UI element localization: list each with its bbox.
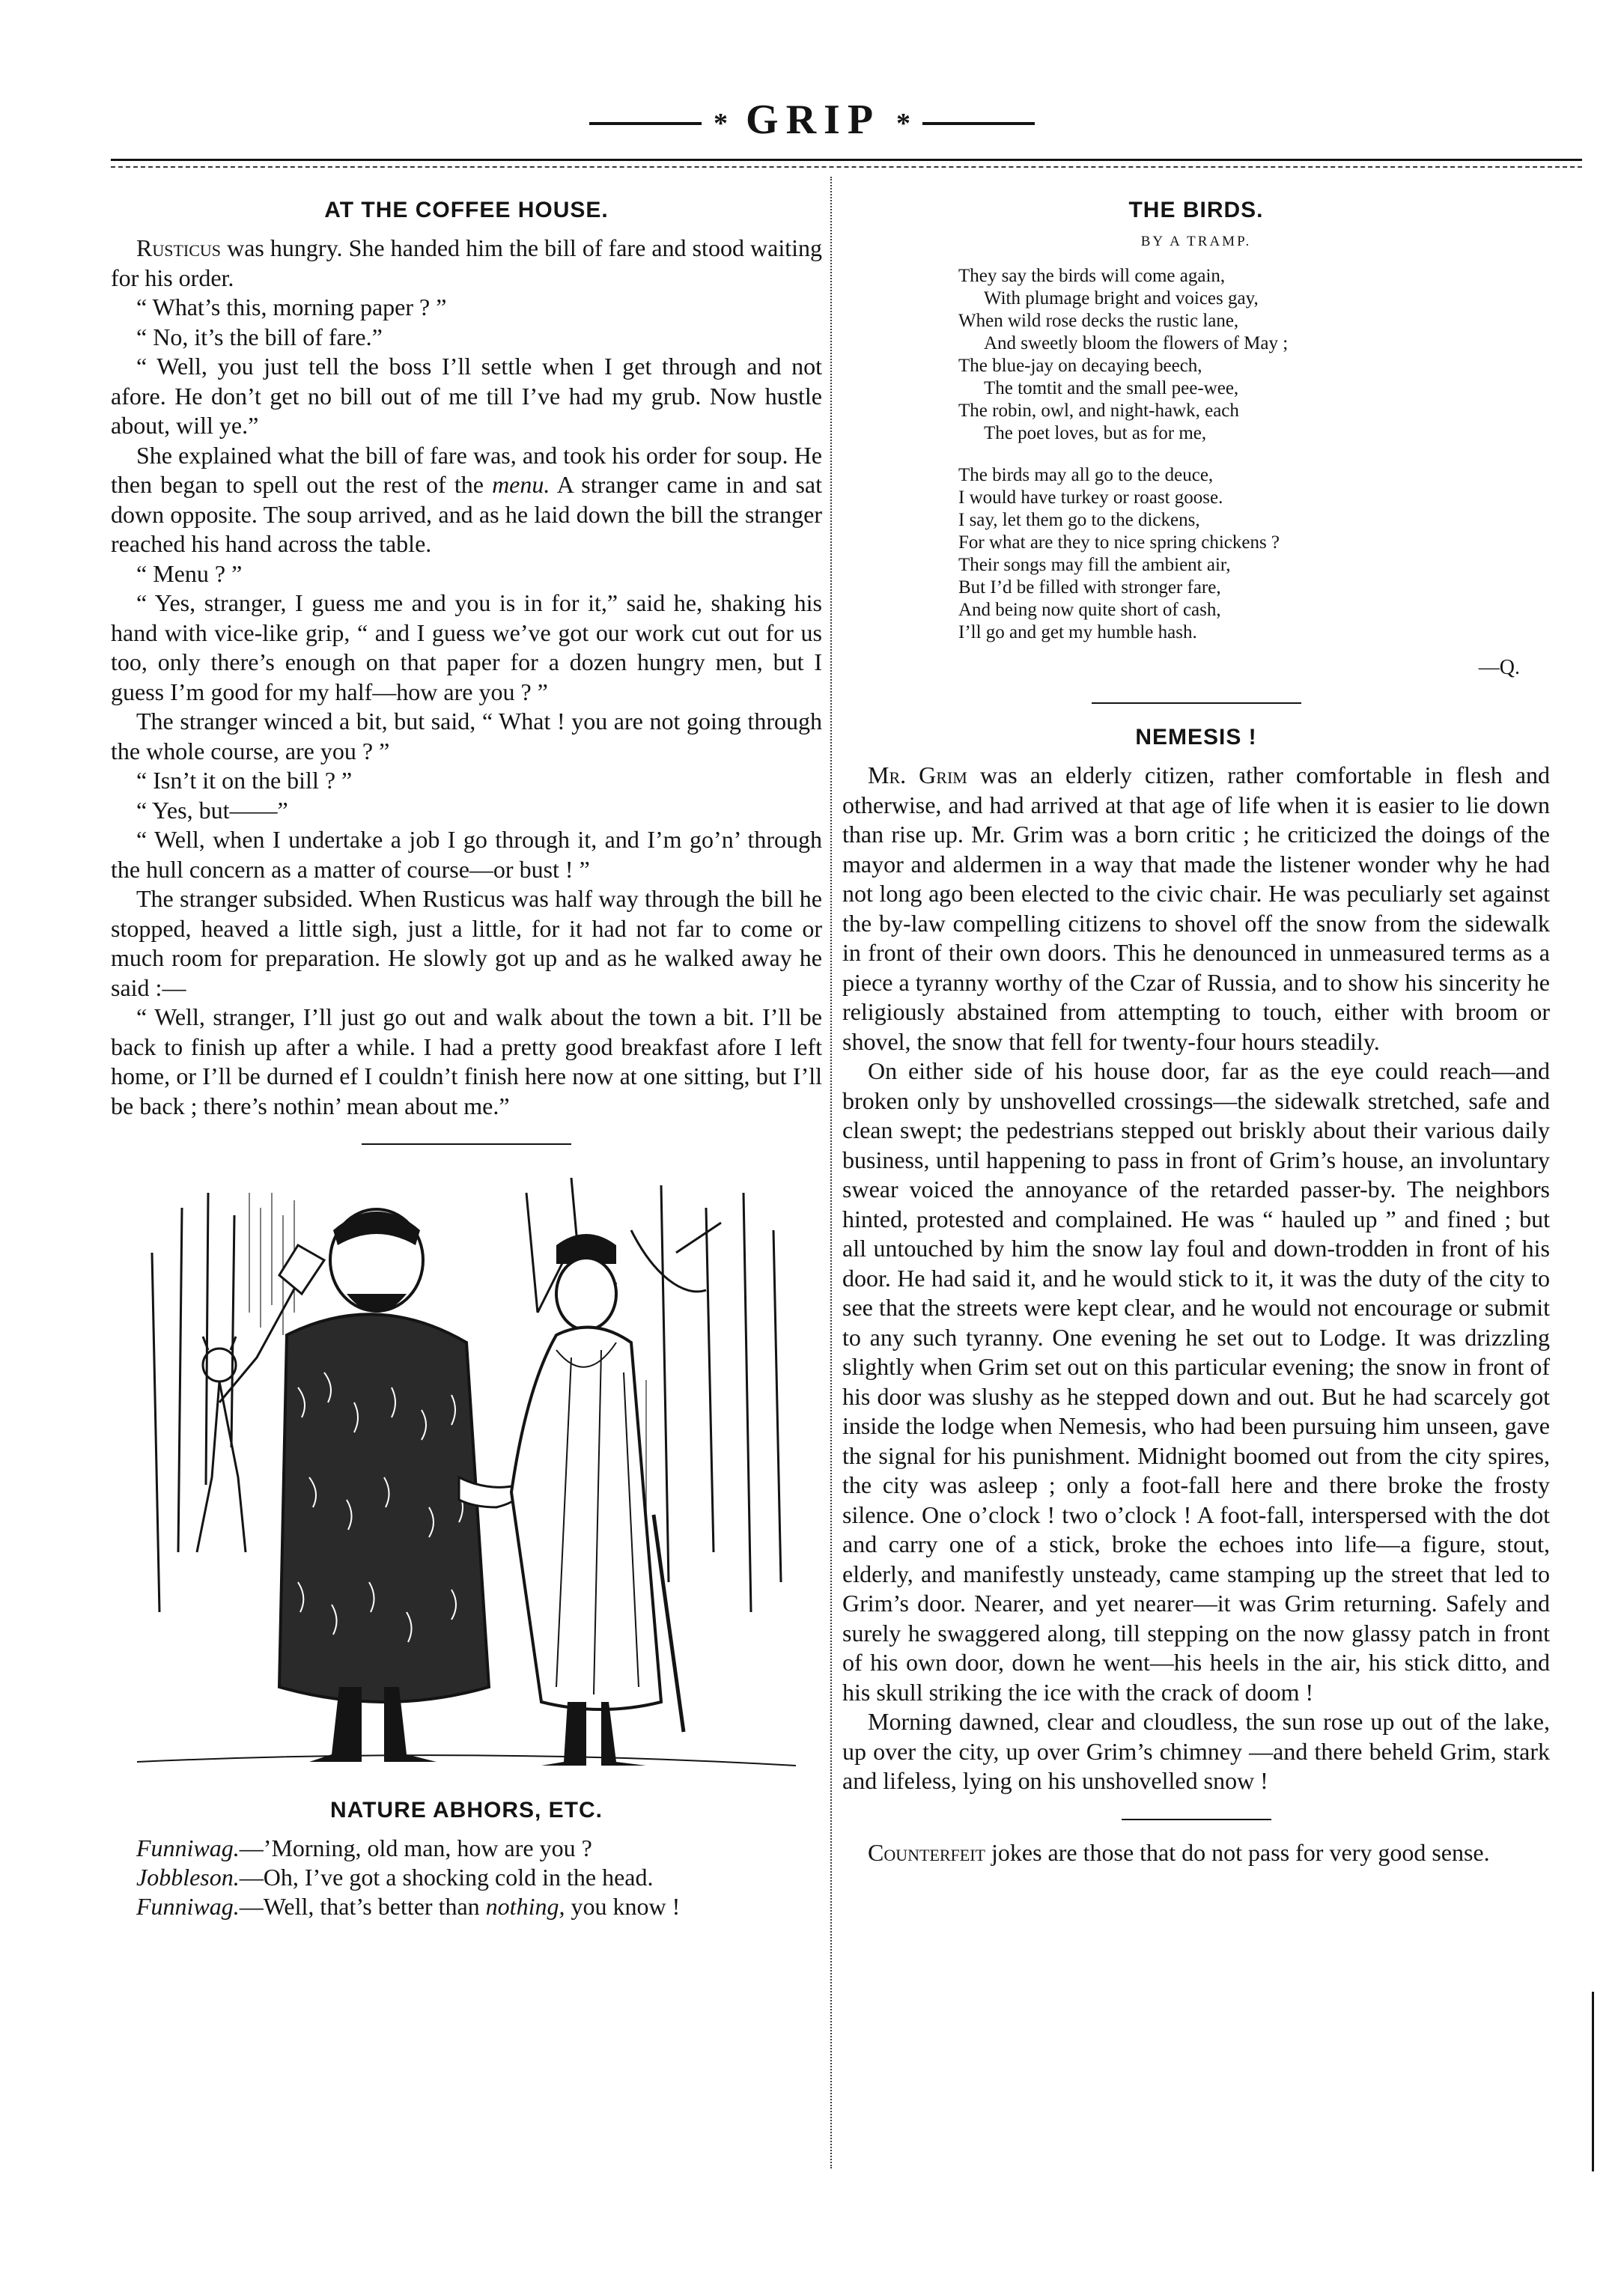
joke-paragraph: Counterfeit jokes are those that do not pass for very good sense. — [868, 1838, 1490, 1866]
masthead-rule-left — [589, 122, 702, 125]
joke-lead-word: Counterfeit — [868, 1838, 985, 1866]
poem — [958, 265, 1550, 644]
poem-line: I would have turkey or roast goose. — [958, 487, 1223, 508]
poem-line: I’ll go and get my humble hash. — [958, 622, 1197, 642]
column-divider — [830, 177, 832, 2168]
story-paragraph: Morning dawned, clear and cloudless, the sun rose up out of the lake, up over the city, up over Grim’s chimney —and there beheld Grim, stark and lifeless, lying on his unshovelled snow ! — [842, 1708, 1550, 1794]
cartoon-illustration — [137, 1163, 796, 1777]
story-title-nemesis: NEMESIS ! — [1135, 725, 1257, 750]
section-separator — [1092, 702, 1301, 704]
fur-coat-man — [279, 1209, 489, 1762]
masthead-rule-right — [922, 122, 1035, 125]
poem-line: But I’d be filled with stronger fare, — [958, 577, 1221, 598]
story-paragraph: “ Menu ? ” — [136, 559, 243, 587]
story-lead-word: Rusticus — [136, 234, 222, 261]
left-column — [111, 177, 822, 1921]
page-edge-line — [1592, 1992, 1594, 2171]
poem-title: THE BIRDS. — [1128, 198, 1264, 222]
story-paragraph: Rusticus was hungry. She handed him the bill of fare and stood waiting for his order. — [111, 234, 822, 291]
poem-line: The birds may all go to the deuce, — [958, 465, 1214, 485]
masthead-star-left: * — [714, 108, 729, 140]
story-paragraph: The stranger subsided. When Rusticus was half way through the bill he stopped, heaved a little sigh, just a little, for it had not far to come or much room for preparation. He slowly got up and as he walked away he said :— — [111, 885, 822, 1001]
ground-line — [137, 1755, 796, 1766]
story-paragraph: She explained what the bill of fare was, and took his order for soup. He then began to spell out the rest of the menu. A stranger came in and sat down opposite. The soup arrived, and as he laid down the bill the stranger reached his hand across the table. — [111, 441, 823, 557]
poem-byline: BY A TRAMP. — [1140, 234, 1252, 249]
story-paragraph: “ What’s this, morning paper ? ” — [136, 294, 447, 320]
story-paragraph: “ Isn’t it on the bill ? ” — [136, 767, 353, 794]
poem-line: And being now quite short of cash, — [958, 600, 1221, 620]
header-dashed-rule — [111, 166, 1582, 168]
story-paragraph: “ Yes, but——” — [136, 796, 288, 824]
story-paragraph: “ Well, when I undertake a job I go through it, and I’m go’n’ through the hull concern as a matter of course—or bust ! ” — [111, 826, 822, 883]
story-paragraph: Mr. Grim was an elderly citizen, rather comfortable in flesh and otherwise, and had arrived at that age of life when it is easier to lie down than rise up. Mr. Grim was a born critic ; he criticized the doings of the mayor and aldermen in a way that made the listener wonder why he had not long ago been elected to the civic chair. He was peculiarly set against the by-law compelling citizens to shovel off the snow from the sidewalk in front of their own doors. This he denounced in unmeasured terms as a piece a tyranny worthy of the Czar of Russia, and to show his sincerity he religiously abstained from attempting to touch, either with broom or shovel, the snow that fell for twenty-four hours steadily. — [842, 761, 1550, 1055]
story-paragraph: “ Well, stranger, I’ll just go out and walk about the town a bit. I’ll be back to finish up after a while. I had a pretty good breakfast afore I left home, or I’ll be durned ef I couldn’t finish here now at one sitting, but I’ll be back ; there’s nothin’ mean about me.” — [111, 1003, 822, 1119]
poem-line: They say the birds will come again, — [958, 266, 1226, 286]
cartoon-caption-line: Funniwag.—’Morning, old man, how are you ? — [136, 1834, 592, 1861]
section-separator — [362, 1143, 571, 1145]
story-paragraph: “ Yes, stranger, I guess me and you is in for it,” said he, shaking his hand with vice-like grip, “ and I guess we’ve got our work cut out for us too, only there’s enough on that paper for a dozen hungry men, but I guess I’m good for my half—how are you ? ” — [111, 589, 822, 705]
story-lead-word: Mr. Grim — [868, 761, 967, 788]
poem-line: I say, let them go to the dickens, — [958, 510, 1200, 530]
poem-line: The blue-jay on decaying beech, — [958, 356, 1202, 376]
poem-line: For what are they to nice spring chickens ? — [958, 532, 1280, 553]
story-paragraph: “ Well, you just tell the boss I’ll settle when I get through and not afore. He don’t get no bill out of me till I’ve had my grub. Now hustle about, will ye.” — [111, 353, 822, 439]
poem-line: The robin, owl, and night-hawk, each — [958, 401, 1239, 421]
masthead-star-right: * — [895, 108, 910, 140]
cartoon-caption-line: Funniwag.—Well, that’s better than nothing, you know ! — [136, 1893, 681, 1920]
poem-line: When wild rose decks the rustic lane, — [958, 311, 1239, 331]
masthead-title: GRIP — [746, 97, 878, 143]
right-column — [842, 177, 1550, 1867]
cartoon-title: NATURE ABHORS, ETC. — [330, 1798, 603, 1823]
poem-line: The poet loves, but as for me, — [984, 423, 1207, 443]
poem-signature: —Q. — [1478, 656, 1520, 679]
story-title-coffee-house: AT THE COFFEE HOUSE. — [324, 198, 609, 222]
poem-stanza-2 — [958, 464, 1550, 644]
poem-line: With plumage bright and voices gay, — [984, 288, 1259, 308]
poem-line: The tomtit and the small pee-wee, — [984, 378, 1239, 398]
story-paragraph: The stranger winced a bit, but said, “ What ! you are not going through the whole course, are you ? ” — [111, 708, 822, 764]
overcoat-man — [511, 1234, 684, 1766]
cartoon-caption-line: Jobbleson.—Oh, I’ve got a shocking cold in the head. — [136, 1864, 654, 1891]
story-paragraph: “ No, it’s the bill of fare.” — [136, 323, 383, 350]
story-paragraph: On either side of his house door, far as the eye could reach—and broken only by unshovelled crossings—the sidewalk stretched, safe and clean swept; the pedestrians stepped out briskly about their various daily business, until happening to pass in front of Grim’s house, an involuntary swear voiced the annoyance of the retarded passer-by. The neighbors hinted, protested and complained. He was “ hauled up ” and fined ; but all untouched by him the snow lay foul and down-trodden in front of his door. He had said it, and he would stick to it, it was the duty of the city to see that the streets were kept clear, and he would not encourage or submit to any such tyranny. One evening he set out to Lodge. It was drizzling slightly when Grim set out on this particular evening; the snow in front of his door was slushy as he stepped down and out. But he had scarcely got inside the lodge when Nemesis, who had been pursuing him unseen, gave the signal for his punishment. Midnight boomed out from the city spires, the city was asleep ; only a foot-fall here and there broke the frosty silence. One o’clock ! two o’clock ! A foot-fall, interspersed with the dot and carry one of a stick, broke the echoes into life—a figure, stout, elderly, and manifestly unsteady, came stamping up the street that led to Grim’s door. Nearer, and yet nearer—it was Grim returning. Safely and surely he swaggered along, till stepping on the now glassy patch in front of his own door, down he went—his heels in the air, his stick ditto, and his skull striking the ice with the crack of doom ! — [842, 1057, 1550, 1706]
poem-stanza-1 — [958, 265, 1550, 445]
section-separator — [1122, 1819, 1271, 1820]
poem-line: And sweetly bloom the flowers of May ; — [984, 333, 1289, 353]
masthead — [0, 96, 1624, 144]
poem-line: Their songs may fill the ambient air, — [958, 555, 1231, 575]
header-rule — [111, 159, 1582, 161]
